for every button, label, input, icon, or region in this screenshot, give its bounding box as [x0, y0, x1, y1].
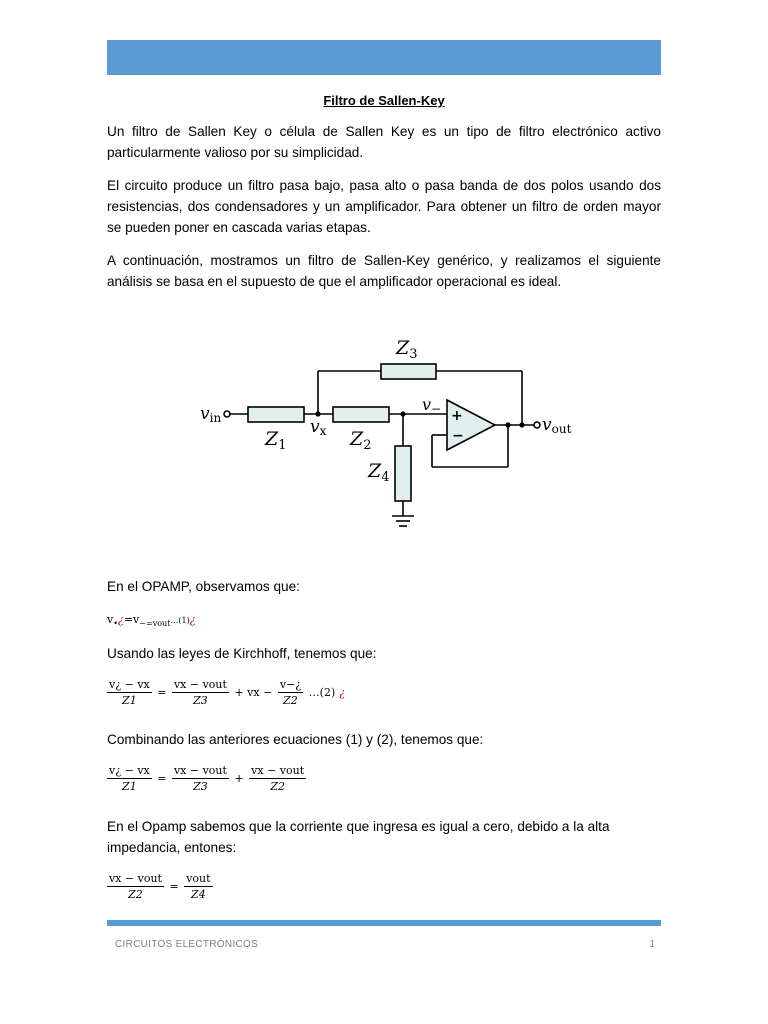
label-z2: $Z_2$	[350, 428, 372, 453]
header-bar	[107, 40, 661, 75]
eq4-frac1: $\frac{\text{vx − vout}}{Z2}$	[109, 872, 162, 901]
opamp-plus: +	[451, 408, 463, 424]
sallen-key-circuit	[195, 330, 580, 535]
paragraph-analysis: A continuación, mostramos un filtro de Sallen-Key genérico, y realizamos el siguiente análisis se basa en el supuesto de que el amplificador operacional es ideal.	[107, 253, 661, 289]
paragraph-impedance: En el Opamp sabemos que la corriente que ingresa es igual a cero, debido a la alta impedancia, entones:	[107, 819, 610, 855]
paragraph-opamp: En el OPAMP, observamos que:	[107, 579, 300, 594]
equation-3: $\frac{v¿ - vx}{Z1}$ = $\frac{\text{vx − vout}}{Z3}$ + $\frac{\text{vx − vout}}{Z2}$	[109, 764, 305, 793]
document-title: Filtro de Sallen-Key	[323, 93, 445, 108]
eq1-mid-sub: −=v	[139, 619, 158, 629]
z4-resistor	[395, 446, 411, 501]
eq3-frac1: $\frac{v¿ - vx}{Z1}$	[109, 764, 150, 793]
eq2-red: ¿	[339, 686, 346, 699]
eq2-frac3: $\frac{v-¿}{Z2}$	[279, 678, 302, 707]
footer-bar	[107, 920, 661, 926]
z2-resistor	[333, 407, 389, 422]
vin-terminal	[224, 411, 230, 417]
equation-1	[107, 613, 196, 628]
label-z3: $Z_3$	[396, 337, 418, 362]
label-vout: vout	[542, 415, 572, 436]
paragraph-intro: Un filtro de Sallen Key o célula de Sallen Key es un tipo de filtro electrónico activo particularmente valioso por su simplicidad.	[107, 124, 661, 160]
eq1-red1: ¿	[117, 613, 124, 626]
eq4-frac2: $\frac{\text{vout}}{Z4}$	[186, 872, 211, 901]
eq1-mid: =v	[123, 613, 140, 626]
opamp-minus: −	[452, 428, 464, 444]
page-number: 1	[649, 939, 655, 950]
eq2-frac1: $\frac{v¿ - vx}{Z1}$	[109, 678, 150, 707]
equation-2: $\frac{v¿ - vx}{Z1}$ = $\frac{\text{vx − vout}}{Z3}$ + vx − $\frac{v-¿}{Z2}$ …(2) ¿	[109, 678, 346, 707]
label-vin: vin	[200, 404, 222, 425]
paragraph-circuit: El circuito produce un filtro pasa bajo, pasa alto o pasa banda de dos polos usando dos resistencias, dos condensadores y un amplificador. Para obtener un filtro de orden mayor se pueden poner en cascada varias etapas.	[107, 178, 661, 235]
paragraph-combining: Combinando las anteriores ecuaciones (1) y (2), tenemos que:	[107, 732, 484, 747]
eq1-mid-sub2: out	[157, 619, 171, 629]
paragraph-kirchhoff: Usando las leyes de Kirchhoff, tenemos que:	[107, 646, 377, 661]
eq2-frac2: $\frac{\text{vx − vout}}{Z3}$	[173, 678, 227, 707]
footer-title: CIRCUITOS ELECTRÓNICOS	[115, 939, 259, 950]
eq3-frac3: $\frac{\text{vx − vout}}{Z2}$	[251, 764, 305, 793]
vout-terminal	[534, 422, 540, 428]
equation-4: $\frac{\text{vx − vout}}{Z2}$ = $\frac{\text{vout}}{Z4}$	[109, 872, 211, 901]
eq1-tail: …(1)	[170, 616, 190, 625]
label-vx: vx	[310, 417, 327, 438]
eq1-lhs: v	[107, 613, 114, 626]
eq3-frac2: $\frac{\text{vx − vout}}{Z3}$	[173, 764, 227, 793]
z3-resistor	[381, 364, 436, 379]
eq1-red2: ¿	[189, 613, 196, 626]
label-vminus: v−	[422, 395, 442, 416]
z1-resistor	[248, 407, 304, 422]
eq1-lhs-sub: •	[113, 619, 118, 629]
label-z1: $Z_1$	[265, 428, 287, 453]
label-z4: $Z_4$	[368, 460, 390, 485]
